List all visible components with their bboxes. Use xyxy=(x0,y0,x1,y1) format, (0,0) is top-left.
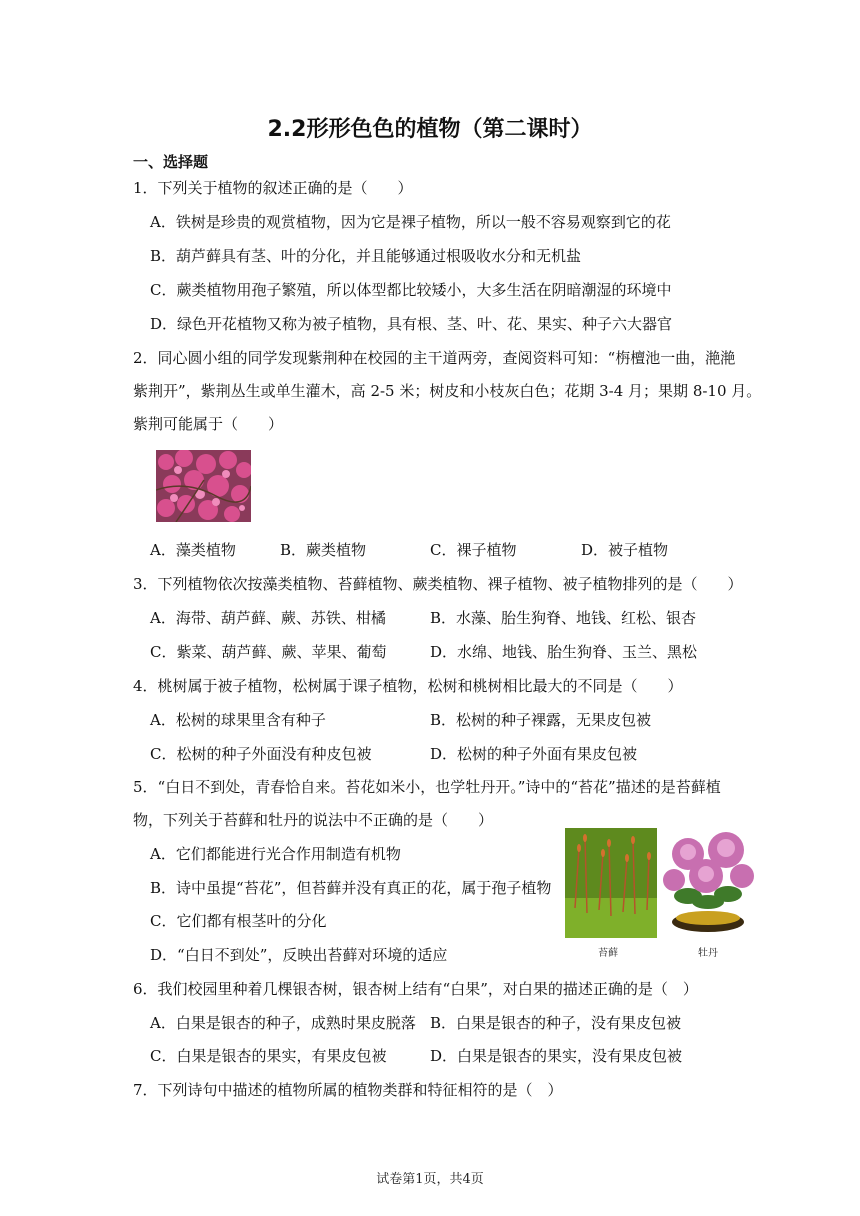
redbud-photo xyxy=(156,450,251,522)
question-3-option-d: D．水绵、地钱、胎生狗脊、玉兰、黑松 xyxy=(430,643,698,661)
page-title: 2.2形形色色的植物（第二课时） xyxy=(267,117,593,142)
question-3-option-c: C．紫菜、葫芦藓、蕨、苹果、葡萄 xyxy=(150,643,387,661)
question-7-stem: 7．下列诗句中描述的植物所属的植物类群和特征相符的是（ ） xyxy=(133,1081,563,1099)
question-2-stem-line-2: 紫荆开”，紫荆丛生或单生灌木，高 2-5 米；树皮和小枝灰白色；花期 3-4 月；果期 8-10 月。 xyxy=(133,382,762,400)
question-3-stem: 3．下列植物依次按藻类植物、苔藓植物、蕨类植物、裸子植物、被子植物排列的是（ ） xyxy=(133,575,743,593)
moss-caption: 苔藓 xyxy=(598,948,618,959)
question-4-stem: 4．桃树属于被子植物，松树属于课子植物，松树和桃树相比最大的不同是（ ） xyxy=(133,677,683,695)
question-2-stem-line-1: 2．同心圆小组的同学发现紫荆种在校园的主干道两旁，查阅资料可知：“栴檀池一曲，滟滟 xyxy=(133,349,736,367)
question-3-option-a: A．海带、葫芦藓、蕨、苏铁、柑橘 xyxy=(150,609,386,627)
question-1-option-a: A．铁树是珍贵的观赏植物，因为它是裸子植物，所以一般不容易观察到它的花 xyxy=(150,213,671,231)
question-5-option-c: C．它们都有根茎叶的分化 xyxy=(150,912,327,930)
question-1-option-d: D．绿色开花植物又称为被子植物，具有根、茎、叶、花、果实、种子六大器官 xyxy=(150,315,673,333)
question-5-stem-line-1: 5．“白日不到处，青春恰自来。苔花如米小，也学牡丹开。”诗中的“苔花”描述的是苔藓植 xyxy=(133,778,721,796)
question-5-option-b: B．诗中虽提“苔花”，但苔藓并没有真正的花，属于孢子植物 xyxy=(150,879,552,897)
moss-photo xyxy=(565,828,657,938)
question-5-option-a: A．它们都能进行光合作用制造有机物 xyxy=(150,845,401,863)
question-4-option-d: D．松树的种子外面有果皮包被 xyxy=(430,745,638,763)
question-4-option-a: A．松树的球果里含有种子 xyxy=(150,711,326,729)
section-heading: 一、选择题 xyxy=(133,153,209,171)
question-4-option-c: C．松树的种子外面没有种皮包被 xyxy=(150,745,372,763)
peony-caption: 牡丹 xyxy=(698,948,718,959)
question-2-option-c: C．裸子植物 xyxy=(430,541,517,559)
question-6-option-a: A．白果是银杏的种子，成熟时果皮脱落 xyxy=(150,1014,416,1032)
question-2-option-a: A．藻类植物 xyxy=(150,541,236,559)
question-6-option-b: B．白果是银杏的种子，没有果皮包被 xyxy=(430,1014,682,1032)
question-3-option-b: B．水藻、胎生狗脊、地钱、红松、银杏 xyxy=(430,609,697,627)
question-2-stem-line-3: 紫荆可能属于（ ） xyxy=(133,415,284,433)
question-5-option-d: D．“白日不到处”，反映出苔藓对环境的适应 xyxy=(150,946,448,964)
page-footer: 试卷第1页，共4页 xyxy=(376,1172,484,1187)
question-2-option-d: D．被子植物 xyxy=(581,541,669,559)
question-6-option-c: C．白果是银杏的果实，有果皮包被 xyxy=(150,1047,387,1065)
peony-photo xyxy=(658,824,758,940)
question-1-option-c: C．蕨类植物用孢子繁殖，所以体型都比较矮小，大多生活在阴暗潮湿的环境中 xyxy=(150,281,672,299)
question-1-option-b: B．葫芦藓具有茎、叶的分化，并且能够通过根吸收水分和无机盐 xyxy=(150,247,582,265)
question-5-stem-line-2: 物，下列关于苔藓和牡丹的说法中不正确的是（ ） xyxy=(133,811,494,829)
question-6-stem: 6．我们校园里种着几棵银杏树，银杏树上结有“白果”，对白果的描述正确的是（ ） xyxy=(133,980,698,998)
question-6-option-d: D．白果是银杏的果实，没有果皮包被 xyxy=(430,1047,683,1065)
question-1-stem: 1．下列关于植物的叙述正确的是（ ） xyxy=(133,179,413,197)
question-2-option-b: B．蕨类植物 xyxy=(280,541,367,559)
question-4-option-b: B．松树的种子裸露，无果皮包被 xyxy=(430,711,652,729)
